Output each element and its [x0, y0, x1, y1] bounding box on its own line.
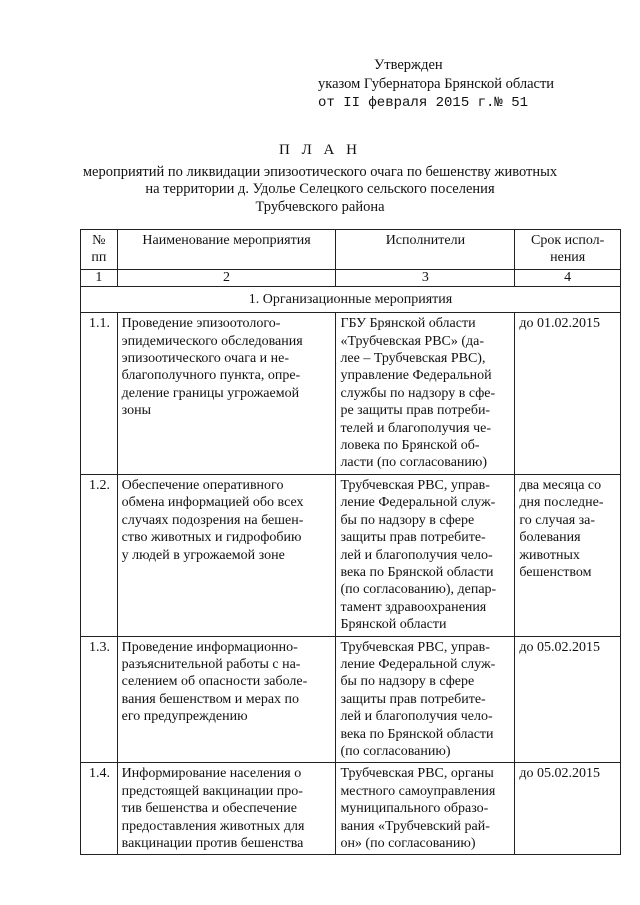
row-name-line: случаях подозрения на бешен-	[121, 512, 304, 528]
row-executor	[336, 313, 515, 475]
row-executor-line: века по Брянской области	[340, 726, 494, 742]
column-number: 4	[515, 269, 621, 286]
row-executor-line: ГБУ Брянской области	[340, 316, 476, 332]
row-executor-line: ление Федеральной служ-	[340, 495, 496, 511]
row-term	[515, 474, 621, 636]
header-num-a: №	[92, 233, 106, 248]
row-name-line: его предупреждению	[121, 709, 248, 725]
row-term-line: дня последне-	[519, 495, 604, 511]
row-name-line: зоны	[121, 403, 151, 419]
approval-line-3: от II февраля 2015 г.№ 51	[318, 95, 529, 111]
title-line-2: на территории д. Удолье Селецкого сельского поселения	[145, 181, 495, 197]
header-term	[515, 230, 621, 270]
row-name-line: благополучного пункта, опре-	[121, 368, 301, 384]
row-term-line: го случая за-	[519, 512, 596, 528]
row-term	[515, 636, 621, 763]
row-executor-line: ласти (по согласованию)	[340, 455, 488, 471]
title-line-3: Трубчевского района	[255, 198, 385, 215]
row-executor-line: вания «Трубчевский рай-	[340, 818, 490, 834]
column-number: 3	[336, 269, 515, 286]
row-executor-line: лей и благополучия чело-	[340, 547, 493, 563]
row-executor-line: Трубчевская РВС, управ-	[340, 639, 490, 655]
row-term	[515, 763, 621, 855]
header-term-b: нения	[550, 250, 586, 266]
row-executor-line: Трубчевская РВС, управ-	[340, 477, 490, 493]
table-row	[81, 474, 621, 636]
row-executor-line: (по согласованию), депар-	[340, 582, 497, 598]
row-executor-line: службы по надзору в сфе-	[340, 385, 496, 401]
row-term	[515, 313, 621, 475]
section-row	[81, 286, 621, 312]
row-number: 1.2.	[81, 474, 118, 636]
row-term-line: болевания	[519, 530, 581, 546]
table-row	[81, 763, 621, 855]
row-name-line: вания бешенством и мерах по	[121, 691, 300, 707]
row-executor	[336, 474, 515, 636]
column-number: 2	[117, 269, 336, 286]
row-executor-line: лее – Трубчевская РВС),	[340, 351, 486, 367]
row-name-line: эпидемического обследования	[121, 333, 303, 349]
row-term-line: животных	[519, 547, 580, 563]
header-exec: Исполнители	[336, 230, 515, 270]
row-name-line: Обеспечение оперативного	[121, 477, 284, 493]
section-title: 1. Организационные мероприятия	[81, 286, 621, 312]
header-term-a: Срок испол-	[531, 233, 605, 248]
table-row	[81, 313, 621, 475]
row-name-line: ство животных и гидрофобию	[121, 530, 302, 546]
row-term-line: до 05.02.2015	[519, 766, 600, 782]
row-executor-line: тамент здравоохранения	[340, 599, 487, 615]
row-term-line: бешенством	[519, 564, 592, 580]
row-name	[117, 636, 336, 763]
row-executor-line: века по Брянской области	[340, 564, 494, 580]
approval-stamp	[318, 56, 554, 113]
row-name-line: селением об опасности заболе-	[121, 674, 308, 690]
row-executor-line: ре защиты прав потреби-	[340, 403, 491, 419]
row-name-line: вакцинации против бешенства	[121, 836, 304, 851]
row-term-line: до 01.02.2015	[519, 316, 600, 332]
row-executor-line: бы по надзору в сфере	[340, 674, 475, 690]
row-number: 1.1.	[81, 313, 118, 475]
row-name-line: тив бешенства и обеспечение	[121, 801, 297, 817]
row-name-line: деление границы угрожаемой	[121, 385, 300, 401]
approval-line-2: указом Губернатора Брянской области	[318, 76, 555, 92]
header-num	[81, 230, 118, 270]
row-name-line: у людей в угрожаемой зоне	[121, 547, 285, 563]
row-name-line: Проведение информационно-	[121, 639, 298, 655]
row-executor-line: Трубчевская РВС, органы	[340, 766, 494, 782]
row-name	[117, 474, 336, 636]
row-executor-line: «Трубчевская РВС» (да-	[340, 333, 485, 349]
plan-table	[80, 229, 621, 855]
row-executor-line: защиты прав потребите-	[340, 691, 486, 707]
row-executor-line: ление Федеральной служ-	[340, 656, 496, 672]
document-title	[0, 142, 640, 216]
row-executor-line: он» (по согласованию)	[340, 836, 476, 851]
row-executor-line: местного самоуправления	[340, 783, 496, 799]
row-name	[117, 313, 336, 475]
row-name-line: обмена информацией обо всех	[121, 495, 304, 511]
row-number: 1.3.	[81, 636, 118, 763]
row-term-line: до 05.02.2015	[519, 639, 600, 655]
column-number-row	[81, 269, 621, 286]
row-executor-line: управление Федеральной	[340, 368, 492, 384]
row-number: 1.4.	[81, 763, 118, 855]
row-executor-line: бы по надзору в сфере	[340, 512, 475, 528]
plan-heading: П Л А Н	[279, 142, 361, 158]
row-term-line: два месяца со	[519, 477, 602, 493]
title-line-1: мероприятий по ликвидации эпизоотического очага по бешенству животных	[82, 163, 558, 180]
row-executor-line: Брянской области	[340, 617, 447, 633]
row-executor-line: муниципального образо-	[340, 801, 489, 817]
row-name-line: предоставления животных для	[121, 818, 305, 834]
row-executor-line: телей и благополучия че-	[340, 420, 492, 436]
header-name: Наименование мероприятия	[117, 230, 336, 270]
row-executor-line: ловека по Брянской об-	[340, 438, 480, 454]
row-name-line: Проведение эпизоотолого-	[121, 316, 281, 332]
row-executor-line: защиты прав потребите-	[340, 530, 486, 546]
row-name-line: Информирование населения о	[121, 766, 302, 782]
row-executor	[336, 763, 515, 855]
header-num-b: пп	[91, 250, 107, 266]
row-executor-line: лей и благополучия чело-	[340, 709, 493, 725]
table-row	[81, 636, 621, 763]
row-name-line: предстоящей вакцинации про-	[121, 783, 303, 799]
row-executor-line: (по согласованию)	[340, 743, 451, 759]
row-executor	[336, 636, 515, 763]
approval-line-1: Утвержден	[374, 57, 443, 73]
header-row	[81, 230, 621, 270]
row-name	[117, 763, 336, 855]
row-name-line: эпизоотического очага и не-	[121, 351, 290, 367]
row-name-line: разъяснительной работы с на-	[121, 656, 301, 672]
column-number: 1	[81, 269, 118, 286]
